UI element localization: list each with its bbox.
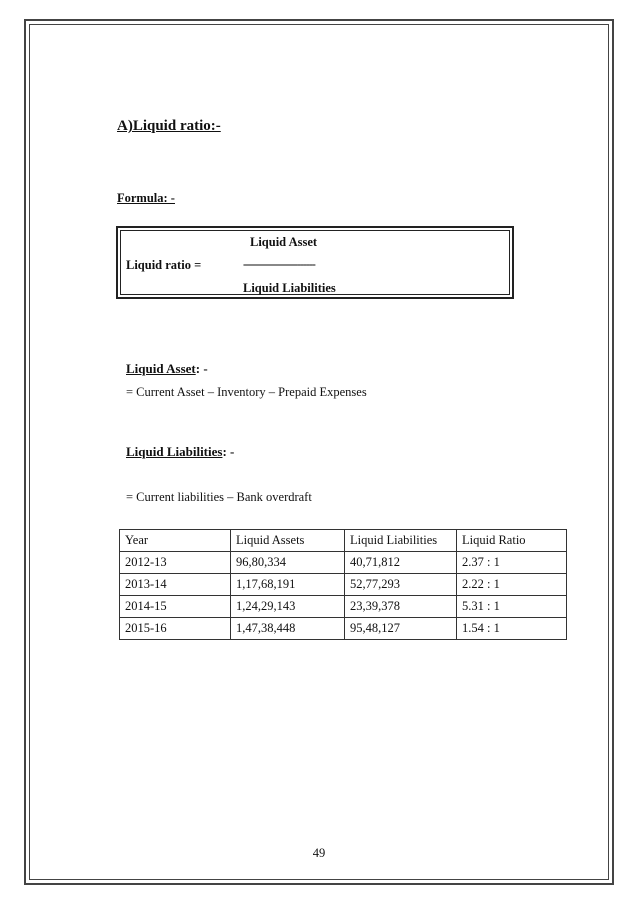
- formula-denominator: Liquid Liabilities: [243, 281, 336, 295]
- table-row: [120, 596, 567, 618]
- liquid-liabilities-heading-suffix: : -: [222, 444, 235, 459]
- formula-label: Formula: -: [117, 191, 175, 205]
- liquid-asset-heading-suffix: : -: [195, 361, 208, 376]
- liquid-liabilities-heading-text: Liquid Liabilities: [126, 444, 223, 459]
- liquid-ratio-table: [119, 529, 567, 640]
- formula-numerator: Liquid Asset: [250, 235, 318, 249]
- table-row: [120, 618, 567, 640]
- table-cell: 2015-16: [120, 618, 231, 640]
- table-cell: 52,77,293: [345, 574, 457, 596]
- page-number: 49: [312, 846, 326, 860]
- table-row: [120, 552, 567, 574]
- table-cell: 1,17,68,191: [231, 574, 345, 596]
- table-cell: 1,47,38,448: [231, 618, 345, 640]
- formula-lhs: Liquid ratio =: [126, 258, 202, 272]
- liquid-liabilities-definition: = Current liabilities – Bank overdraft: [126, 490, 312, 504]
- table-header-cell: Liquid Assets: [231, 530, 345, 552]
- table-cell: 40,71,812: [345, 552, 457, 574]
- table-header-cell: Liquid Ratio: [457, 530, 567, 552]
- liquid-asset-heading-text: Liquid Asset: [126, 361, 196, 376]
- table-cell: 2.37 : 1: [457, 552, 567, 574]
- table-header-cell: Liquid Liabilities: [345, 530, 457, 552]
- page-border-inner: [29, 24, 609, 880]
- table-cell: 1,24,29,143: [231, 596, 345, 618]
- table-cell: 2014-15: [120, 596, 231, 618]
- table-cell: 96,80,334: [231, 552, 345, 574]
- table-row: [120, 574, 567, 596]
- table-cell: 2.22 : 1: [457, 574, 567, 596]
- table-cell: 95,48,127: [345, 618, 457, 640]
- section-title: A)Liquid ratio:-: [117, 118, 221, 134]
- liquid-liabilities-heading: [126, 444, 234, 460]
- table-cell: 5.31 : 1: [457, 596, 567, 618]
- table-header-row: [120, 530, 567, 552]
- table-cell: 1.54 : 1: [457, 618, 567, 640]
- table-cell: 2012-13: [120, 552, 231, 574]
- table-header-cell: Year: [120, 530, 231, 552]
- table-cell: 23,39,378: [345, 596, 457, 618]
- table-cell: 2013-14: [120, 574, 231, 596]
- liquid-asset-heading: [126, 361, 208, 377]
- liquid-asset-definition: = Current Asset – Inventory – Prepaid Expenses: [126, 385, 367, 399]
- formula-divider: ------------------------: [243, 257, 315, 271]
